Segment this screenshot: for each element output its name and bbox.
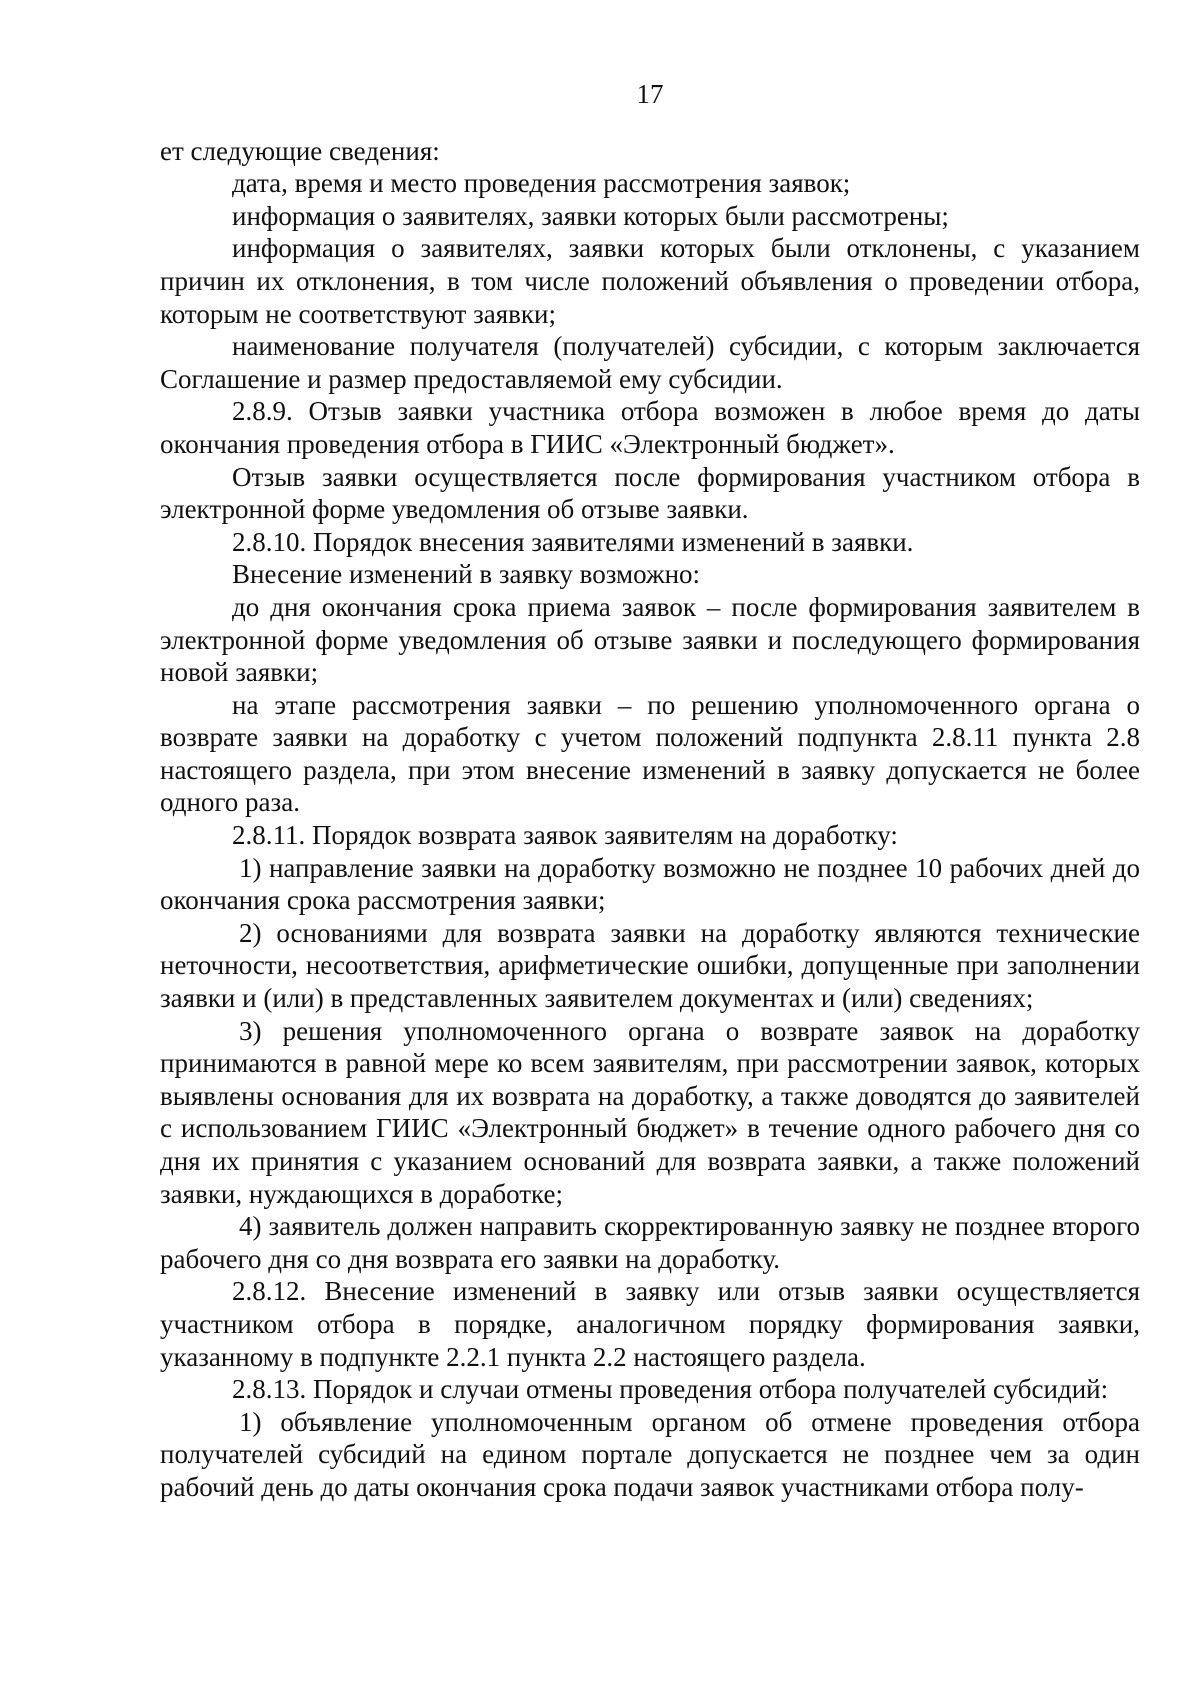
paragraph: Внесение изменений в заявку возможно: — [232, 559, 701, 590]
paragraph: ет следующие сведения: — [160, 135, 440, 166]
page-number: 17 — [636, 79, 664, 109]
paragraph: информация о заявителях, заявки которых были отклонены, с указанием причин их отклонения, в том числе положений объявления о проведении отбора, которым не соответствуют заявки; — [160, 233, 1140, 329]
paragraph: на этапе рассмотрения заявки – по решению уполномоченного органа о возврате заявки на доработку с учетом положений подпункта 2.8.11 пункта 2.8 настоящего раздела, при этом внесение изменений в заявку допускается не более одного раза. — [160, 689, 1140, 818]
paragraph: 2.8.9. Отзыв заявки участника отбора возможен в любое время до даты окончания проведения отбора в ГИИС «Электронный бюджет». — [160, 396, 1140, 459]
paragraph: 2.8.13. Порядок и случаи отмены проведения отбора получателей субсидий: — [232, 1374, 1109, 1405]
paragraph: 2.8.10. Порядок внесения заявителями изменений в заявки. — [232, 526, 914, 557]
document-body — [160, 135, 1140, 1504]
paragraph: информация о заявителях, заявки которых были рассмотрены; — [232, 200, 949, 231]
paragraph: дата, время и место проведения рассмотрения заявок; — [232, 168, 851, 199]
paragraph: Отзыв заявки осуществляется после формирования участником отбора в электронной форме уведомления об отзыве заявки. — [160, 461, 1140, 525]
paragraph: 2.8.11. Порядок возврата заявок заявителям на доработку: — [232, 820, 898, 851]
paragraph: 1) объявление уполномоченным органом об отмене проведения отбора получателей субсидий на едином портале допускается не позднее чем за один рабочий день до даты окончания срока подачи заявок участниками отбора полу- — [160, 1406, 1140, 1502]
paragraph: наименование получателя (получателей) субсидии, с которым заключается Соглашение и размер предоставляемой ему субсидии. — [160, 331, 1140, 394]
paragraph: до дня окончания срока приема заявок – после формирования заявителем в электронной форме уведомления об отзыве заявки и последующего формирования новой заявки; — [160, 591, 1140, 688]
paragraph: 2.8.12. Внесение изменений в заявку или отзыв заявки осуществляется участником отбора в порядке, аналогичном порядку формирования заявки, указанному в подпункте 2.2.1 пункта 2.2 настоящего раздела. — [160, 1276, 1140, 1372]
paragraph: 2) основаниями для возврата заявки на доработку являются технические неточности, несоответствия, арифметические ошибки, допущенные при заполнении заявки и (или) в представленных заявителем документах и (или) сведениях; — [160, 917, 1140, 1014]
paragraph: 4) заявитель должен направить скорректированную заявку не позднее второго рабочего дня со дня возврата его заявки на доработку. — [160, 1211, 1140, 1274]
paragraph: 1) направление заявки на доработку возможно не позднее 10 рабочих дней до окончания срока рассмотрения заявки; — [160, 852, 1140, 916]
paragraph: 3) решения уполномоченного органа о возврате заявок на доработку принимаются в равной мере ко всем заявителям, при рассмотрении заявок, которых выявлены основания для их возврата на доработку, а также доводятся до заявителей с использованием ГИИС «Электронный бюджет» в течение одного рабочего дня со дня их принятия с указанием оснований для возврата заявки, а также положений заявки, нуждающихся в доработке; — [160, 1015, 1140, 1209]
